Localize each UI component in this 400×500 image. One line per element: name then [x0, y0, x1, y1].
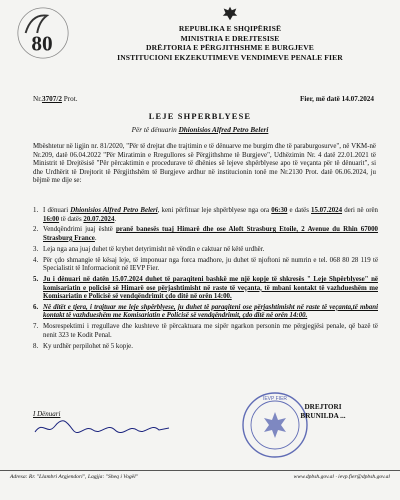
- convict-signature-label: I Dënuari: [33, 410, 61, 418]
- subtitle-name: Dhionisios Alfred Petro Beleri: [178, 126, 269, 134]
- conditions-list: [33, 207, 378, 354]
- header-line-4: INSTITUCIONI EKZEKUTIMEVE VENDIMEVE PENALE FIER: [117, 52, 343, 62]
- footer-divider: [0, 470, 400, 471]
- official-stamp: [240, 390, 310, 460]
- list-item: 6. Në ditët e tjera, i trajtuar me leje shpërblyese, ju duhet të paraqiteni ose përjashtimisht në raste të veçanta,të mbani kontakt të vazhdueshëm me Komisariatin e Policisë së vendqëndrimit, çdo ditë në orën 14:00.: [33, 303, 378, 320]
- protocol-value: 3707/2: [41, 95, 62, 103]
- anniversary-logo: [14, 4, 72, 62]
- list-item: 8. Ky urdhër perpilohet në 5 kopje.: [33, 342, 133, 350]
- convict-signature: [33, 418, 173, 438]
- list-item: 7. Mosrespektimi i rregullave dhe kushteve të përcaktuara me sipër ngarkon personin me përgjegjësi penale, që bazë të nenit 323 te Kodit Penal.: [33, 323, 378, 339]
- list-item: 2. Vendqëndrimi juaj është pranë banesës tuaj Himarë dhe ose Aloft Strasburg Etoile, 2 Avenue du Rhin 67000 Strasburg France.: [33, 226, 379, 242]
- intro-paragraph: Mbështetur në ligjin nr. 81/2020, "Për të drejtat dhe trajtimin e të dënuarve me burgim dhe të paraburgosurve", në VKM-në Nr.209, datë 06.04.2022 "Për Miratimin e Rregullores së Përgjithshme të Burgjeve", Udhëzimin Nr. 4 datë 22.01.2021 të Ministrit të Drejtësisë "Për përcaktimin e procedurave të dhënies së lejeve shpërblyese apo të veçanta për të dënuarit", si dhe Urdhërit të Drejtorit të Përgjithshëm të Burgjeve ardhur në institucionin tonë me Nr.2130 Prot. datë 06.06.2024, ju bëjmë me dije se:: [33, 143, 376, 185]
- document-subtitle: Për të dënuarin Dhionisios Alfred Petro Beleri: [131, 126, 269, 134]
- director-name: BRUNILDA ...: [300, 412, 346, 420]
- list-item: 1. I dënuari Dhionisios Alfred Petro Beleri, keni përfituar leje shpërblyese nga ora 06:30 e datës 15.07.2024 deri në orën 16:00 të datës 20.07.2024.: [33, 207, 378, 223]
- footer-contact: www.dpbsh.gov.al · ievp.fier@dpbsh.gov.al: [293, 474, 390, 480]
- header-line-2: MINISTRIA E DREJTESISE: [180, 33, 280, 43]
- document-title: LEJE SHPERBLYESE: [148, 112, 252, 121]
- footer-address: Adresa: Rr. "Llambri Argjendori", Lagjja: "Sheq i Vogël": [10, 474, 139, 480]
- header-line-1: REPUBLIKA E SHQIPËRISË: [178, 24, 282, 33]
- svg-text:80: 80: [31, 31, 53, 56]
- albanian-eagle-icon: [221, 4, 239, 22]
- director-block: [268, 403, 378, 421]
- svg-text:IEVP FIER: IEVP FIER: [262, 396, 288, 402]
- director-title: DREJTORI: [304, 403, 342, 411]
- letterhead: [70, 4, 390, 62]
- document-date: Fier, më datë 14.07.2024: [300, 95, 374, 103]
- list-item: 5. Ju i dënuari në datën 15.07.2024 duhet të paraqiteni bashkë me një kopje të shkresës " Leje Shpërblyese" në komisariatin e policisë së Himarë ose përjashtimisht në raste të veçanta, të mbani kontakt të vazhdueshëm me Komisariatin e Policisë së vendqëndrimit çdo ditë në orën 14:00.: [33, 276, 378, 301]
- protocol-number: Nr.3707/2 Prot.: [33, 95, 78, 103]
- list-item: 3. Leja nga ana juaj duhet të kryhet detyrimisht në vëndin e caktuar në këtë urdhër.: [33, 245, 265, 253]
- list-item: 4. Për çdo shmangie të kësaj leje, të imponuar nga forca madhore, ju duhet të njoftoni në numrin e tel. 068 80 28 119 të Specialistit të Informacionit në IEVP Fier.: [33, 256, 378, 273]
- header-line-3: DRËJTORIA E PËRGJITHSHME E BURGJEVE: [146, 43, 314, 52]
- footer: [10, 474, 390, 480]
